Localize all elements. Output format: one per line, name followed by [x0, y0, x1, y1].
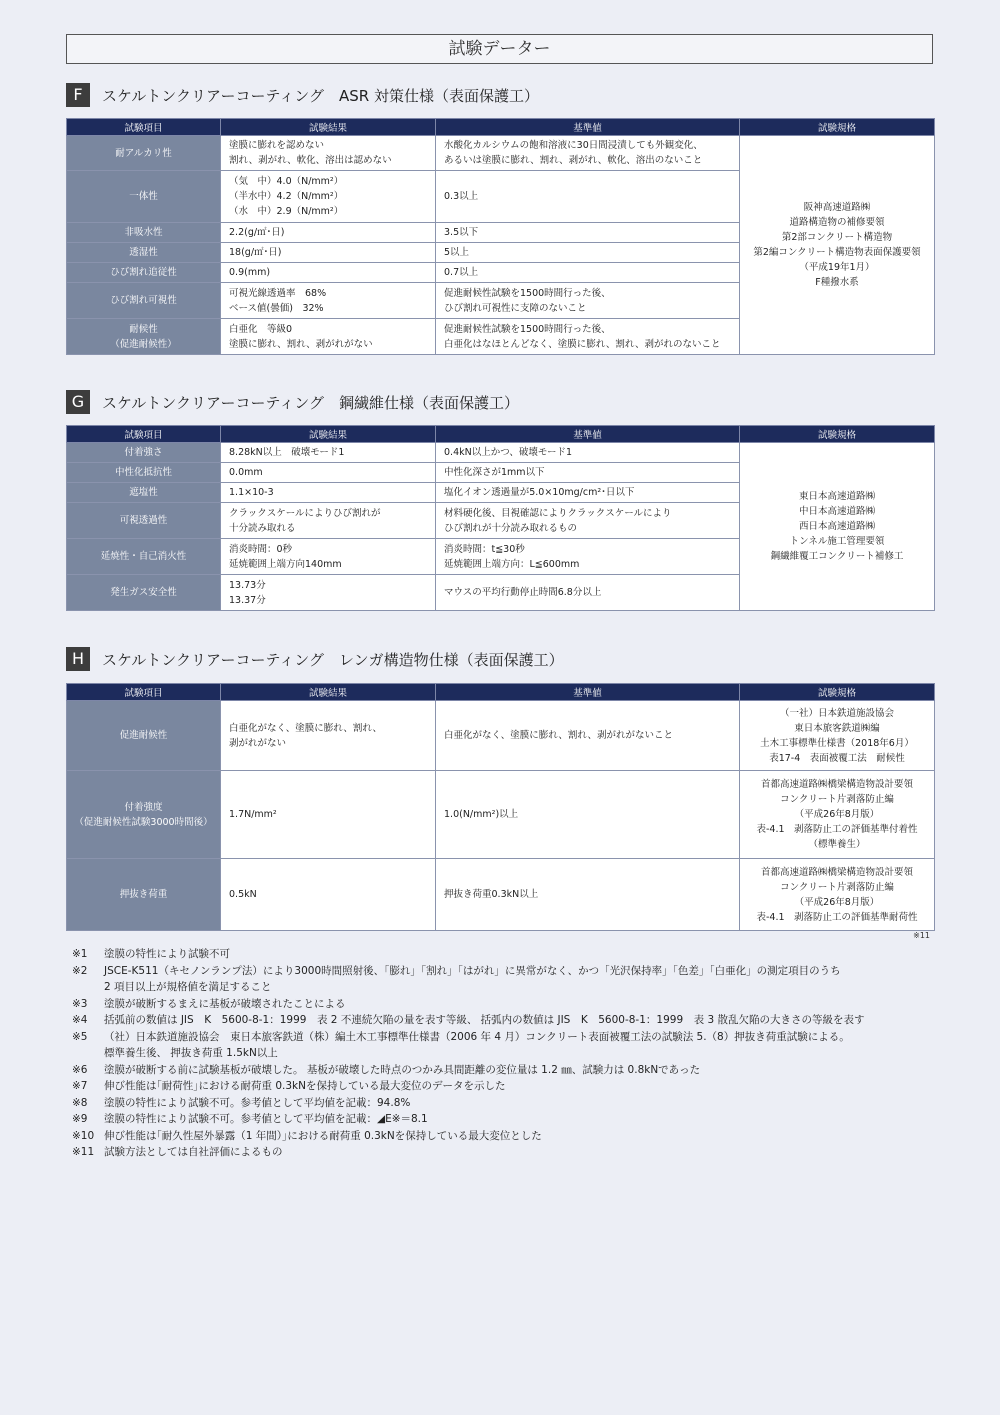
test-criterion: 0.7以上	[436, 263, 740, 283]
test-result: 可視光線透過率 68% ベース値(曇価) 32%	[221, 283, 436, 319]
test-result: 0.5kN	[221, 859, 436, 931]
footnote-text: 塗膜が破断する前に試験基板が破壊した。 基板が破壊した時点のつかみ具間距離の変位量は 1.2 ㎜、試験力は 0.8kNであった	[104, 1063, 701, 1076]
test-criterion: 0.3以上	[436, 171, 740, 223]
test-item: ひび割れ追従性	[67, 263, 221, 283]
test-item: 一体性	[67, 171, 221, 223]
test-criterion: 中性化深さが1mm以下	[436, 463, 740, 483]
footnote-mark: ※7	[72, 1080, 88, 1092]
test-result: クラックスケールによりひび割れが 十分読み取れる	[221, 503, 436, 539]
section-letter-h: H	[66, 647, 90, 671]
header-result: 試験結果	[221, 684, 436, 701]
footnote	[72, 946, 942, 963]
test-item: 付着強度 （促進耐候性試験3000時間後）	[67, 771, 221, 859]
footnote-mark: ※3	[72, 997, 88, 1010]
footnote-mark: ※10	[72, 1129, 95, 1142]
table-g	[66, 425, 935, 611]
footnote	[72, 963, 942, 996]
test-criterion: 白亜化がなく、塗膜に膨れ、割れ、剥がれがないこと	[436, 701, 740, 771]
footnote-mark: ※11	[72, 1146, 95, 1158]
test-item: 促進耐候性	[67, 701, 221, 771]
test-criterion: 促進耐候性試験を1500時間行った後、 白亜化はなほとんどなく、塗膜に膨れ、割れ、剥がれのないこと	[436, 319, 740, 355]
section-title-g: スケルトンクリアーコーティング 鋼繊維仕様（表面保護工）	[102, 393, 520, 412]
section-letter-f: F	[66, 83, 90, 107]
test-item: 可視透過性	[67, 503, 221, 539]
footnote-text: JSCE-K511（キセノンランプ法）により3000時間照射後、「膨れ」「割れ」「はがれ」に異常がなく、かつ「光沢保持率」「色差」「白亜化」の測定項目のうち 2 項目以上が規格値を満足すること	[104, 964, 841, 993]
test-criterion: 押抜き荷重0.3kN以上	[436, 859, 740, 931]
footnote-mark: ※2	[72, 964, 88, 977]
footnote-mark: ※4	[72, 1014, 88, 1026]
table-row	[67, 443, 935, 463]
test-item: 透湿性	[67, 243, 221, 263]
test-item: 付着強さ	[67, 443, 221, 463]
page-title: 試験データー	[66, 34, 933, 64]
footnote-text: 塗膜が破断するまえに基板が破壊されたことによる	[104, 997, 346, 1010]
test-result: 8.28kN以上 破壊モード1	[221, 443, 436, 463]
footnote	[72, 1128, 942, 1145]
table-row	[67, 701, 935, 771]
footnote	[72, 1078, 942, 1095]
test-result: 1.7N/mm²	[221, 771, 436, 859]
test-item: 押抜き荷重	[67, 859, 221, 931]
test-result: 1.1×10-3	[221, 483, 436, 503]
table-header-row	[67, 684, 935, 701]
test-spec: 阪神高速道路㈱ 道路構造物の補修要領 第2部コンクリート構造物 第2編コンクリート構造物表面保護要領 （平成19年1月） F種撥水系	[740, 136, 935, 355]
header-item: 試験項目	[67, 119, 221, 136]
section-title-h: スケルトンクリアーコーティング レンガ構造物仕様（表面保護工）	[102, 650, 564, 669]
footnote	[72, 1012, 942, 1029]
header-item: 試験項目	[67, 684, 221, 701]
table-h	[66, 683, 935, 931]
test-result: 白亜化がなく、塗膜に膨れ、割れ、 剥がれがない	[221, 701, 436, 771]
test-item: 中性化抵抗性	[67, 463, 221, 483]
footnote	[72, 1062, 942, 1079]
header-item: 試験項目	[67, 426, 221, 443]
footnote-text: 伸び性能は｢耐久性屋外暴露（1 年間）｣における耐荷重 0.3kNを保持している最大変位とした	[104, 1129, 542, 1142]
footnote-mark: ※1	[72, 948, 88, 960]
test-result: 13.73分 13.37分	[221, 575, 436, 611]
test-spec: 首都高速道路㈱橋梁構造物設計要領 コンクリート片剥落防止編 （平成26年8月版） 表-4.1 剥落防止工の評価基準付着性 （標準養生）	[740, 771, 935, 859]
footnote-text: 塗膜の特性により試験不可。参考値として平均値を記載：◢E※＝8.1	[104, 1113, 428, 1125]
footnote-mark: ※6	[72, 1063, 88, 1076]
test-criterion: マウスの平均行動停止時間6.8分以上	[436, 575, 740, 611]
test-result: 0.0mm	[221, 463, 436, 483]
footnotes	[72, 946, 942, 1161]
table-row	[67, 771, 935, 859]
test-criterion: 1.0(N/mm²)以上	[436, 771, 740, 859]
footnote-text: 伸び性能は｢耐荷性｣における耐荷重 0.3kNを保持している最大変位のデータを示した	[104, 1080, 506, 1092]
header-standard: 基準値	[436, 684, 740, 701]
section-heading-f	[66, 82, 539, 108]
test-criterion: 材料硬化後、目視確認によりクラックスケールにより ひび割れが十分読み取れるもの	[436, 503, 740, 539]
table-row	[67, 859, 935, 931]
test-item: 耐アルカリ性	[67, 136, 221, 171]
test-result: 2.2(g/㎡･日)	[221, 223, 436, 243]
section-heading-g	[66, 389, 519, 415]
test-result: 白亜化 等級0 塗膜に膨れ、割れ、剥がれがない	[221, 319, 436, 355]
footnote	[72, 1144, 942, 1161]
footnote	[72, 996, 942, 1013]
table-row	[67, 136, 935, 171]
table-header-row	[67, 119, 935, 136]
header-standard: 基準値	[436, 426, 740, 443]
footnote-mark: ※9	[72, 1113, 88, 1125]
test-spec: 東日本高速道路㈱ 中日本高速道路㈱ 西日本高速道路㈱ トンネル施工管理要領 鋼繊維覆工コンクリート補修工	[740, 443, 935, 611]
test-criterion: 3.5以下	[436, 223, 740, 243]
footnote-text: 塗膜の特性により試験不可。参考値として平均値を記載：94.8%	[104, 1096, 411, 1109]
footnote	[72, 1095, 942, 1112]
footnote-text: 括弧前の数値は JIS K 5600-8-1：1999 表 2 不連続欠陥の量を表す等級、 括弧内の数値は JIS K 5600-8-1：1999 表 3 散乱欠陥の大きさの等級を表す	[104, 1014, 865, 1026]
table-header-row	[67, 426, 935, 443]
test-criterion: 消炎時間：t≦30秒 延焼範囲上端方向：L≦600mm	[436, 539, 740, 575]
test-result: （気 中）4.0（N/mm²） （半水中）4.2（N/mm²） （水 中）2.9（N/mm²）	[221, 171, 436, 223]
header-result: 試験結果	[221, 426, 436, 443]
section-letter-g: G	[66, 390, 90, 414]
header-spec: 試験規格	[740, 119, 935, 136]
test-criterion: 5以上	[436, 243, 740, 263]
test-criterion: 促進耐候性試験を1500時間行った後、 ひび割れ可視性に支障のないこと	[436, 283, 740, 319]
section-title-f: スケルトンクリアーコーティング ASR 対策仕様（表面保護工）	[102, 86, 539, 105]
header-result: 試験結果	[221, 119, 436, 136]
footnote-text: （社）日本鉄道施設協会 東日本旅客鉄道（株）編土木工事標準仕様書（2006 年 4 月）コンクリート表面被覆工法の試験法 5.（8）押抜き荷重試験による。 標準養生後、 押抜き荷重 1.5kN以上	[104, 1030, 850, 1059]
test-item: 発生ガス安全性	[67, 575, 221, 611]
test-criterion: 0.4kN以上かつ、破壊モード1	[436, 443, 740, 463]
test-result: 0.9(mm)	[221, 263, 436, 283]
section-heading-h	[66, 646, 564, 672]
header-spec: 試験規格	[740, 684, 935, 701]
test-item: 耐候性 （促進耐候性）	[67, 319, 221, 355]
footnote	[72, 1111, 942, 1128]
test-item: 延焼性・自己消火性	[67, 539, 221, 575]
test-result: 塗膜に膨れを認めない 割れ、剥がれ、軟化、溶出は認めない	[221, 136, 436, 171]
header-standard: 基準値	[436, 119, 740, 136]
footnote-mark: ※8	[72, 1096, 88, 1109]
test-item: 遮塩性	[67, 483, 221, 503]
footnote-mark: ※5	[72, 1030, 88, 1043]
footnote-text: 試験方法としては自社評価によるもの	[104, 1146, 283, 1158]
test-result: 消炎時間：0秒 延焼範囲上端方向140mm	[221, 539, 436, 575]
footnote	[72, 1029, 942, 1062]
footnote-text: 塗膜の特性により試験不可	[104, 948, 230, 960]
header-spec: 試験規格	[740, 426, 935, 443]
test-criterion: 塩化イオン透過量が5.0×10mg/cm²･日以下	[436, 483, 740, 503]
test-spec: （一社）日本鉄道施設協会 東日本旅客鉄道㈱編 土木工事標準仕様書（2018年6月） 表17-4 表面被覆工法 耐候性	[740, 701, 935, 771]
corner-note: ※11	[913, 931, 930, 940]
test-criterion: 水酸化カルシウムの飽和溶液に30日間浸漬しても外観変化、 あるいは塗膜に膨れ、割れ、剥がれ、軟化、溶出のないこと	[436, 136, 740, 171]
test-item: 非吸水性	[67, 223, 221, 243]
test-spec: 首都高速道路㈱橋梁構造物設計要領 コンクリート片剥落防止編 （平成26年8月版） 表-4.1 剥落防止工の評価基準耐荷性	[740, 859, 935, 931]
test-result: 18(g/㎡･日)	[221, 243, 436, 263]
test-item: ひび割れ可視性	[67, 283, 221, 319]
table-f	[66, 118, 935, 355]
